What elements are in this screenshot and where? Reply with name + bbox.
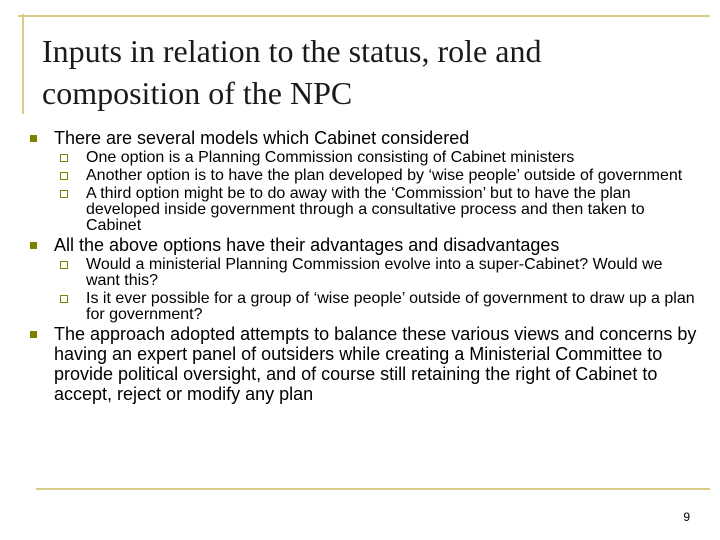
bullet-item [30,128,700,148]
square-bullet-icon [30,242,37,249]
sub-bullet-text: One option is a Planning Commission consisting of Cabinet ministers [86,149,575,166]
bullet-item [30,235,700,255]
hollow-square-bullet-icon [60,172,68,180]
bullet-group-3 [30,324,700,404]
accent-vertical-line [22,14,24,114]
sub-bullet-text: Is it ever possible for a group of ‘wise people’ outside of government to draw up a plan for government? [86,290,695,323]
page-number: 9 [683,510,690,524]
bullet-text: All the above options have their advantages and disadvantages [54,235,560,255]
sub-bullet-list [30,257,700,323]
accent-horizontal-line [18,15,710,17]
sub-bullet-item [30,257,700,289]
footer-divider [36,488,710,490]
slide-body [30,128,700,405]
slide-title-line-1: Inputs in relation to the status, role and [42,33,542,69]
hollow-square-bullet-icon [60,261,68,269]
hollow-square-bullet-icon [60,190,68,198]
square-bullet-icon [30,331,37,338]
sub-bullet-item [30,168,700,184]
slide-title-line-2: composition of the NPC [42,75,353,111]
hollow-square-bullet-icon [60,295,68,303]
bullet-text: The approach adopted attempts to balance these various views and concerns by having an expert panel of outsiders while creating a Ministerial Committee to provide political oversight, and of course still retaining the right of Cabinet to accept, reject or modify any plan [54,324,697,404]
sub-bullet-text: Would a ministerial Planning Commission evolve into a super-Cabinet? Would we want this? [86,256,663,289]
bullet-item [30,324,700,404]
bullet-group-2 [30,235,700,323]
bullet-text: There are several models which Cabinet considered [54,128,470,148]
slide-title [42,30,692,114]
sub-bullet-list [30,150,700,234]
bullet-group-1 [30,128,700,234]
sub-bullet-text: Another option is to have the plan developed by ‘wise people’ outside of government [86,167,683,184]
sub-bullet-text: A third option might be to do away with the ‘Commission’ but to have the plan developed inside government through a consultative process and then taken to Cabinet [86,185,645,234]
sub-bullet-item [30,186,700,234]
sub-bullet-item [30,150,700,166]
sub-bullet-item [30,291,700,323]
square-bullet-icon [30,135,37,142]
hollow-square-bullet-icon [60,154,68,162]
